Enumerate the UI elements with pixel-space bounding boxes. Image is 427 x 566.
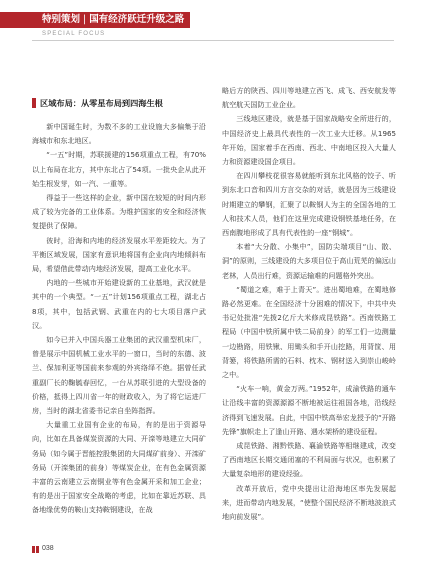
- footer-marker: [32, 546, 35, 553]
- paragraph: 大量重工业国有企业的布局，有的是出于资源导向，比如在具备煤炭资源的大同、开滦等地建立大同矿务局（如今属于晋能控股集团的大同煤矿前身）、开滦矿务局（开滦集团的前身）等煤炭企业，在有色金属资源丰富的云南建立云南铜业等有色金属开采和加工企业；有的是出于国家安全战略的考虑，比如在靠近苏联、具备地缘优势的鞍山支持鞍钢建设，在战: [32, 420, 206, 515]
- header-separator: |: [83, 14, 87, 25]
- paragraph: 新中国诞生时，为数不多的工业设施大多偏集于沿海城市和东北地区。: [32, 122, 206, 146]
- paragraph: 三线地区建设，就是基于国家战略安全所进行的，中国经济史上最具代表性的一次工业大迁移。从1965年开始，国家着手在西南、西北、中南地区投入大量人力和资源建设国企项目。: [222, 114, 396, 167]
- section-label: 特别策划: [42, 14, 81, 25]
- paragraph: 略后方的陕西、四川等地建立西飞、成飞、西安航发等航空航天国防工业企业。: [222, 86, 396, 110]
- right-column: [222, 84, 396, 524]
- page-header: [0, 0, 427, 48]
- paragraph: “一五”时期，苏联援建的156项重点工程，有70%以上布局在北方，其中东北占了54项。一批央企从此开始生根发芽，如一汽、一重等。: [32, 150, 206, 188]
- paragraph: 成昆铁路、湘黔铁路、襄渝铁路等相继建成，改变了西南地区长期交通闭塞的不利局面与状况，也积累了大量复杂地形的建设经验。: [222, 441, 396, 479]
- paragraph: 得益于一些这样的企业，新中国在较短的时间内形成了较为完备的工业体系。为维护国家的安全和经济恢复提供了保障。: [32, 193, 206, 231]
- header-divider: [32, 40, 394, 41]
- header-title: [36, 12, 190, 28]
- section-title: 区域布局：从零星布局到四海生根: [40, 98, 163, 108]
- header-subtitle: SPECIAL FOCUS: [42, 31, 106, 37]
- page-number: 038: [42, 545, 54, 552]
- paragraph: 彼时，沿海和内地的经济发展水平差距较大。为了平衡区域发展，国家有意识地将国有企业向内地倾斜布局，希望借此带动内地经济发展，提高工业化水平。: [32, 235, 206, 274]
- header-accent-block: [0, 12, 36, 28]
- paragraph: 在四川攀枝花很容易就能听到东北风格的饺子、听到东北口音和四川方言交杂的对话，就是因为三线建设时期建立的攀钢，汇聚了以鞍钢人为主的全国各地的工人和技术人员，他们在这里完成建设钢铁基地任务，在西南腹地形成了具有代表性的一座“钢城”。: [222, 171, 396, 238]
- footer-marker: [36, 546, 39, 553]
- paragraph: 如今已并入中国兵器工业集团的武汉重型机床厂，曾是展示中国机械工业水平的一窗口，当时的东德、波兰、保加利亚等国前来参观的外宾络绎不绝。据曾任武重副厂长的鞠毓春回忆，一台从苏联引进的大型设备的价格，抵得上四川省一年的财政收入，为了将它运进厂房，当时的湖北省委书记亲自坐阵指挥。: [32, 335, 206, 416]
- paragraph: 改革开放后，党中央提出让沿海地区率先发展起来，进而带动内地发展，“使整个国民经济不断地波浪式地向前发展”。: [222, 483, 396, 522]
- left-column: [32, 120, 206, 518]
- paragraph: 内地的一些城市开始建设新的工业基地，武汉就是其中的一个典型。“一五”计划156项重点工程，湖北占8项，其中，包括武钢、武重在内的七大项目落户武汉。: [32, 278, 206, 330]
- paragraph: 本着“大分散、小集中”，国防尖端项目“山、散、洞”的原则，三线建设的大多项目位于高山荒芜的偏远山老林，人员出行难，资源运输难的问题格外突出。: [222, 242, 396, 280]
- topic-title: 国有经济跃迁升级之路: [89, 14, 185, 25]
- section-heading: [32, 96, 204, 110]
- paragraph: “蜀道之难，难于上青天”。进出蜀地难，在蜀地修路必然更难。在全国经济十分困难的情况下，中共中央书记处批准“先拨2亿斤大米修成昆铁路”。西南铁路工程局（中国中铁所属中铁二局前身）的军工们一边测量一边勘路，用铁锹、用锄头和手开山挖路，用背筐、用背篓，将铁路所需的石料、枕木、钢材送入到崇山峻岭之中。: [222, 284, 396, 380]
- paragraph: “火车一响，黄金万两。”1952年，成渝铁路的通车让沿线丰富的资源源源不断地被运往祖国各地，沿线经济得到飞速发展。自此，中国中铁高举宏龙授予的“开路先锋”旗帜走上了逢山开路、遇水架桥的建设征程。: [222, 384, 396, 436]
- section-marker: [32, 98, 36, 108]
